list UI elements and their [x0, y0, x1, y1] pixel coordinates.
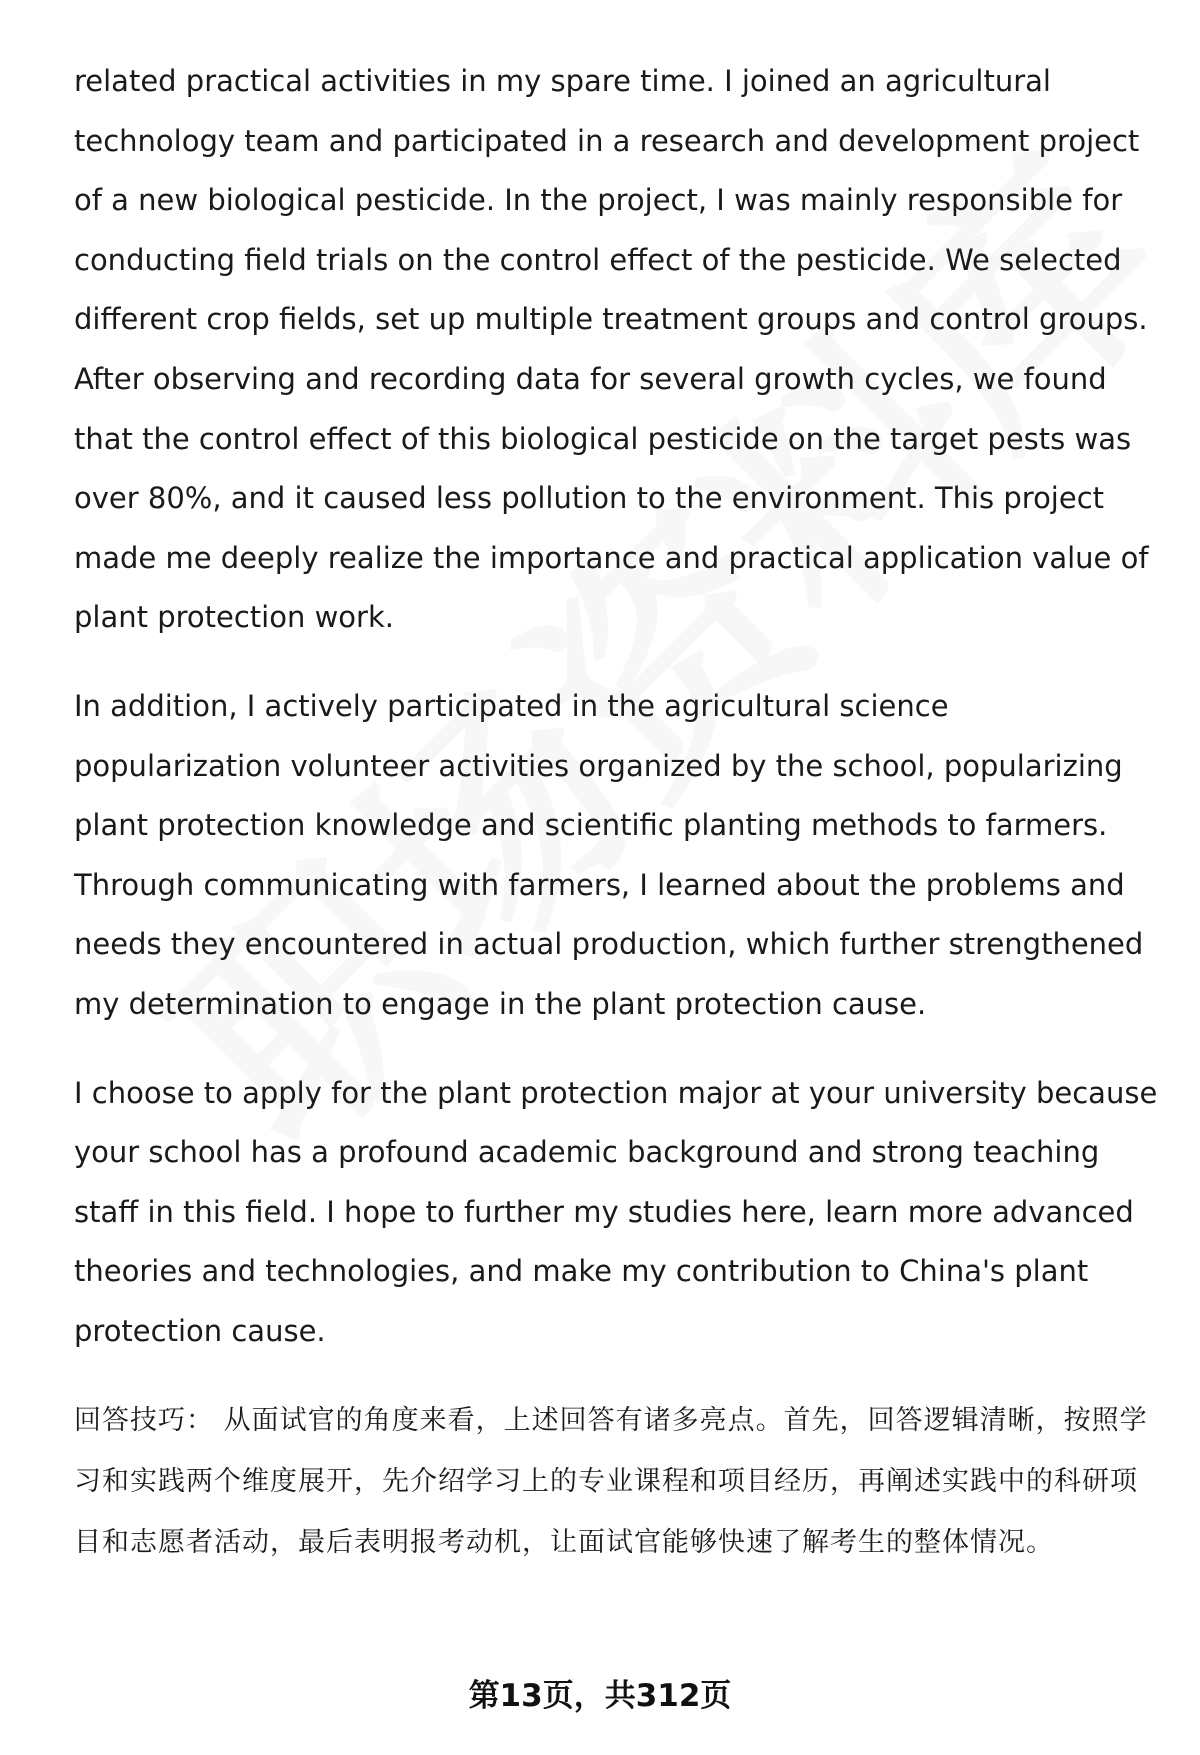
page-number: 第13页，共312页: [468, 1678, 732, 1714]
paragraph-volunteer-activities: In addition, I actively participated in the agricultural science popularization volunteer activities organized by the school, popularizing plant protection knowledge and scientific planting methods to farmers. Through communicating with farmers, I learned about the problems and needs they encountered in actual production, which further strengthened my determination to engage in the plant protection cause.: [74, 688, 1144, 1021]
document-body: [74, 52, 1160, 1573]
paragraph-application-motivation: I choose to apply for the plant protection major at your university because your school has a profound academic background and strong teaching staff in this field. I hope to further my studies here, learn more advanced theories and technologies, and make my contribution to China's plant protection cause.: [74, 1075, 1158, 1348]
answer-tip: 回答技巧： 从面试官的角度来看，上述回答有诸多亮点。首先，回答逻辑清晰，按照学习和实践两个维度展开，先介绍学习上的专业课程和项目经历，再阐述实践中的科研项目和志愿者活动，最后表明报考动机，让面试官能够快速了解考生的整体情况。: [74, 1405, 1148, 1559]
paragraph-pesticide-project: related practical activities in my spare time. I joined an agricultural technology team and participated in a research and development project of a new biological pesticide. In the project, I was mainly responsible for conducting field trials on the control effect of the pesticide. We selected different crop fields, set up multiple treatment groups and control groups. After observing and recording data for several growth cycles, we found that the control effect of this biological pesticide on the target pests was over 80%, and it caused less pollution to the environment. This project made me deeply realize the importance and practical application value of plant protection work.: [74, 64, 1149, 635]
